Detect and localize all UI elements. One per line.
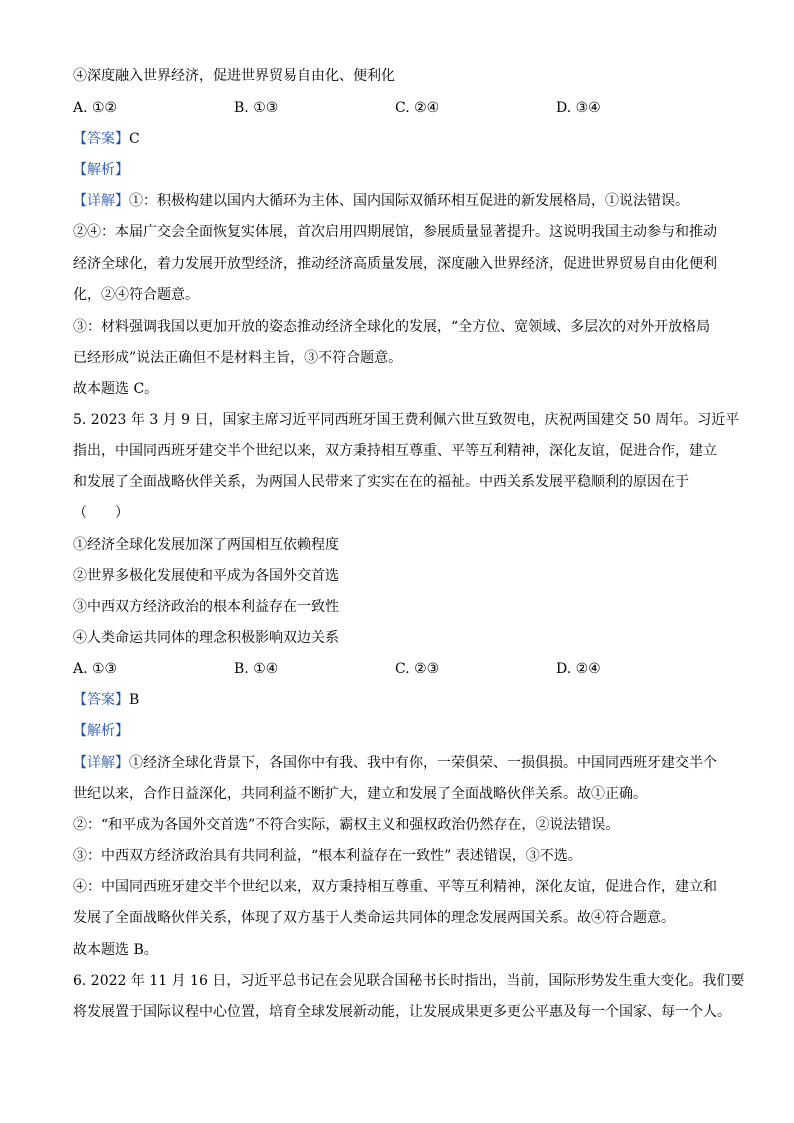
q5-explanation-line: ②：“和平成为各国外交首选”不符合实际，霸权主义和强权政治仍然存在，②说法错误。	[73, 817, 620, 833]
answer-tag: 【答案】	[73, 131, 129, 147]
q6-stem-line: 6. 2022 年 11 月 16 日，习近平总书记在会见联合国秘书长时指出，当前，国际形势发生重大变化。我们要	[73, 973, 745, 989]
answer-value: B	[129, 692, 140, 708]
q4-answer	[73, 129, 140, 149]
q4-option-item-4: ④深度融入世界经济，促进世界贸易自由化、便利化	[73, 68, 395, 84]
q5-explanation-line: 发展了全面战略伙伴关系，体现了双方基于人类命运共同体的理念发展两国关系。故④符合题意。	[73, 910, 675, 926]
q4-choice-a: A. ①②	[73, 100, 118, 116]
q5-answer-blank: （ ）	[73, 505, 129, 521]
q5-explanation-line: 世纪以来，合作日益深化，共同利益不断扩大，建立和发展了全面战略伙伴关系。故①正确。	[73, 786, 647, 802]
answer-tag: 【答案】	[73, 692, 129, 708]
detail-tag: 【详解】	[73, 193, 129, 209]
q4-detail-line	[73, 191, 689, 211]
q4-choice-c: C. ②④	[395, 100, 440, 116]
q5-explanation-line: ③：中西双方经济政治具有共同利益，“根本利益存在一致性” 表述错误，③不选。	[73, 848, 582, 864]
q5-stem-line: 5. 2023 年 3 月 9 日，国家主席习近平同西班牙国王费利佩六世互致贺电，庆祝两国建交 50 周年。习近平	[73, 412, 740, 428]
q5-choice-b: B. ①④	[234, 661, 279, 677]
q4-analysis-tag: 【解析】	[73, 162, 129, 178]
q5-conclusion: 故本题选 B。	[73, 942, 158, 958]
q4-explanation-line: 化，②④符合题意。	[73, 287, 199, 303]
q4-choice-d: D. ③④	[556, 100, 601, 116]
q6-stem-line: 将发展置于国际议程中心位置，培育全球发展新动能，让发展成果更多更公平惠及每一个国家、每一个人。	[73, 1004, 731, 1020]
q5-choice-c: C. ②③	[395, 661, 440, 677]
q5-explanation-line: ④：中国同西班牙建交半个世纪以来，双方秉持相互尊重、平等互利精神，深化友谊，促进合作，建立和	[73, 879, 717, 895]
q5-choice-a: A. ①③	[73, 661, 118, 677]
q4-conclusion: 故本题选 C。	[73, 381, 159, 397]
detail-text: ①经济全球化背景下，各国你中有我、我中有你，一荣俱荣、一损俱损。中国同西班牙建交半个	[129, 755, 717, 771]
q4-explanation-line: ②④：本届广交会全面恢复实体展，首次启用四期展馆，参展质量显著提升。这说明我国主动参与和推动	[73, 224, 717, 240]
q5-detail-line	[73, 753, 717, 773]
q5-analysis-tag: 【解析】	[73, 723, 129, 739]
answer-value: C	[129, 131, 140, 147]
q4-explanation-line: 已经形成”说法正确但不是材料主旨，③不符合题意。	[73, 350, 403, 366]
q5-item-3: ③中西双方经济政治的根本利益存在一致性	[73, 599, 339, 615]
q5-choice-d: D. ②④	[556, 661, 601, 677]
q5-stem-line: 指出，中国同西班牙建交半个世纪以来，双方秉持相互尊重、平等互利精神，深化友谊，促进合作，建立	[73, 443, 717, 459]
q5-item-2: ②世界多极化发展使和平成为各国外交首选	[73, 568, 339, 584]
q4-choice-b: B. ①③	[234, 100, 279, 116]
q5-item-1: ①经济全球化发展加深了两国相互依赖程度	[73, 537, 339, 553]
q4-explanation-line: 经济全球化，着力发展开放型经济，推动经济高质量发展，深度融入世界经济，促进世界贸易自由化便利	[73, 256, 717, 272]
q5-choices	[73, 659, 717, 679]
q5-stem-line: 和发展了全面战略伙伴关系，为两国人民带来了实实在在的福祉。中西关系发展平稳顺利的原因在于	[73, 474, 689, 490]
q4-explanation-line: ③：材料强调我国以更加开放的姿态推动经济全球化的发展，“全方位、宽领域、多层次的对外开放格局	[73, 319, 711, 335]
detail-tag: 【详解】	[73, 755, 129, 771]
q4-choices	[73, 98, 717, 118]
detail-text: ①：积极构建以国内大循环为主体、国内国际双循环相互促进的新发展格局，①说法错误。	[129, 193, 689, 209]
q5-item-4: ④人类命运共同体的理念积极影响双边关系	[73, 630, 339, 646]
q5-answer	[73, 690, 139, 710]
